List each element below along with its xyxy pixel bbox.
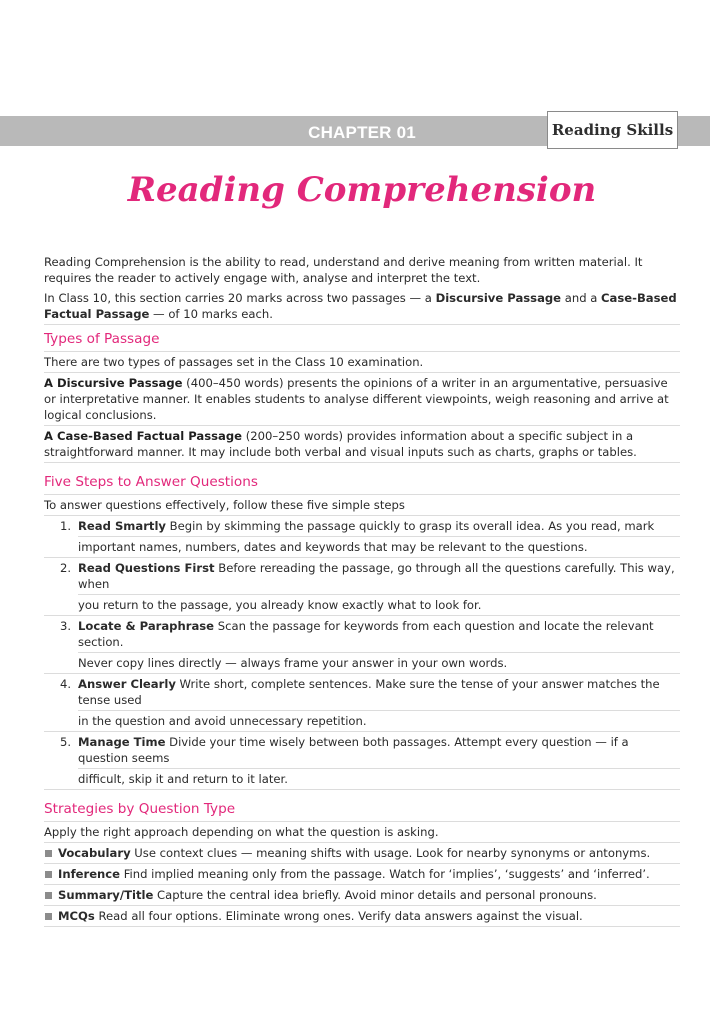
types-item-text: (200–250 words) provides information about a specific subject in a straightforward manner. It may include both verbal and visual inputs such as charts, graphs or tables. [44, 429, 637, 459]
step-number: 2. [59, 561, 71, 575]
page-title: Reading Comprehension [127, 170, 597, 210]
types-item-name: A Case-Based Factual Passage [44, 429, 243, 443]
skills-tag-label: Reading Skills [551, 121, 674, 139]
intro-marks-paragraph [44, 290, 680, 325]
strategy-item [44, 864, 680, 885]
step-name: Locate & Paraphrase [78, 619, 215, 633]
step-name: Read Questions First [78, 561, 215, 575]
step-text: Divide your time wisely between both passages. Attempt every question — if a question seems [78, 735, 629, 765]
step-item [44, 674, 680, 732]
step-number: 4. [59, 677, 71, 691]
strategy-item [44, 843, 680, 864]
square-bullet-icon [45, 871, 52, 878]
section-heading-strategies: Strategies by Question Type [44, 795, 680, 822]
step-line [78, 732, 680, 769]
types-item-text: (400–450 words) presents the opinions of a writer in an argumentative, persuasive or interpretative manner. It enables students to analyse different viewpoints, weigh reasoning and arrive at logical conclusions. [44, 376, 669, 422]
step-text: Before rereading the passage, go through all the questions carefully. This way, when [78, 561, 675, 591]
square-bullet-icon [45, 913, 52, 920]
step-item [44, 616, 680, 674]
strategy-text: Capture the central idea briefly. Avoid minor details and personal pronouns. [153, 888, 597, 902]
step-line [78, 616, 680, 653]
step-line-2: in the question and avoid unnecessary repetition. [78, 714, 367, 728]
step-line-2: Never copy lines directly — always frame your answer in your own words. [78, 656, 508, 670]
step-text: Write short, complete sentences. Make sure the tense of your answer matches the tense used [78, 677, 660, 707]
step-name: Read Smartly [78, 519, 166, 533]
intro-bold-discursive: Discursive Passage [435, 291, 562, 305]
step-line-2: difficult, skip it and return to it later. [78, 772, 288, 786]
step-name: Manage Time [78, 735, 166, 749]
types-lead: There are two types of passages set in the Class 10 examination. [44, 352, 680, 373]
strategy-name: Summary/Title [58, 888, 154, 902]
step-name: Answer Clearly [78, 677, 176, 691]
strategy-name: Inference [58, 867, 121, 881]
step-item [44, 558, 680, 616]
step-text: Scan the passage for keywords from each question and locate the relevant section. [78, 619, 654, 649]
strategy-text: Use context clues — meaning shifts with usage. Look for nearby synonyms or antonyms. [130, 846, 651, 860]
intro-text-a: In Class 10, this section carries 20 marks across two passages — a [44, 291, 436, 305]
strategies-lead: Apply the right approach depending on what the question is asking. [44, 822, 680, 843]
intro-text-d: — of 10 marks each. [149, 307, 273, 321]
intro-text-c: and a [561, 291, 602, 305]
steps-lead: To answer questions effectively, follow these five simple steps [44, 495, 680, 516]
step-number: 1. [59, 519, 71, 533]
strategy-item [44, 885, 680, 906]
intro-bold-factual: Case-Based Factual Passage [44, 291, 677, 321]
square-bullet-icon [45, 850, 52, 857]
step-line [78, 516, 680, 537]
strategy-text: Find implied meaning only from the passage. Watch for ‘implies’, ‘suggests’ and ‘inferred’. [120, 867, 650, 881]
step-line [78, 558, 680, 595]
step-item [44, 516, 680, 558]
step-item [44, 732, 680, 790]
section-heading-steps: Five Steps to Answer Questions [44, 468, 680, 495]
step-line-2: important names, numbers, dates and keywords that may be relevant to the questions. [78, 540, 588, 554]
step-text: Begin by skimming the passage quickly to grasp its overall idea. As you read, mark [166, 519, 655, 533]
types-item-name: A Discursive Passage [44, 376, 183, 390]
step-line-2: you return to the passage, you already know exactly what to look for. [78, 598, 482, 612]
strategy-name: Vocabulary [58, 846, 131, 860]
skills-tag [547, 111, 678, 149]
strategy-text: Read all four options. Eliminate wrong ones. Verify data answers against the visual. [94, 909, 583, 923]
step-number: 5. [59, 735, 71, 749]
intro-paragraph: Reading Comprehension is the ability to read, understand and derive meaning from written material. It requires the reader to actively engage with, analyse and interpret the text. [44, 255, 643, 285]
types-item [44, 426, 680, 463]
chapter-label: CHAPTER 01 [308, 123, 416, 142]
page-content [44, 254, 680, 927]
square-bullet-icon [45, 892, 52, 899]
strategy-name: MCQs [58, 909, 95, 923]
section-heading-types: Types of Passage [44, 325, 680, 352]
step-number: 3. [59, 619, 71, 633]
types-item [44, 373, 680, 426]
step-line [78, 674, 680, 711]
strategy-item [44, 906, 680, 927]
